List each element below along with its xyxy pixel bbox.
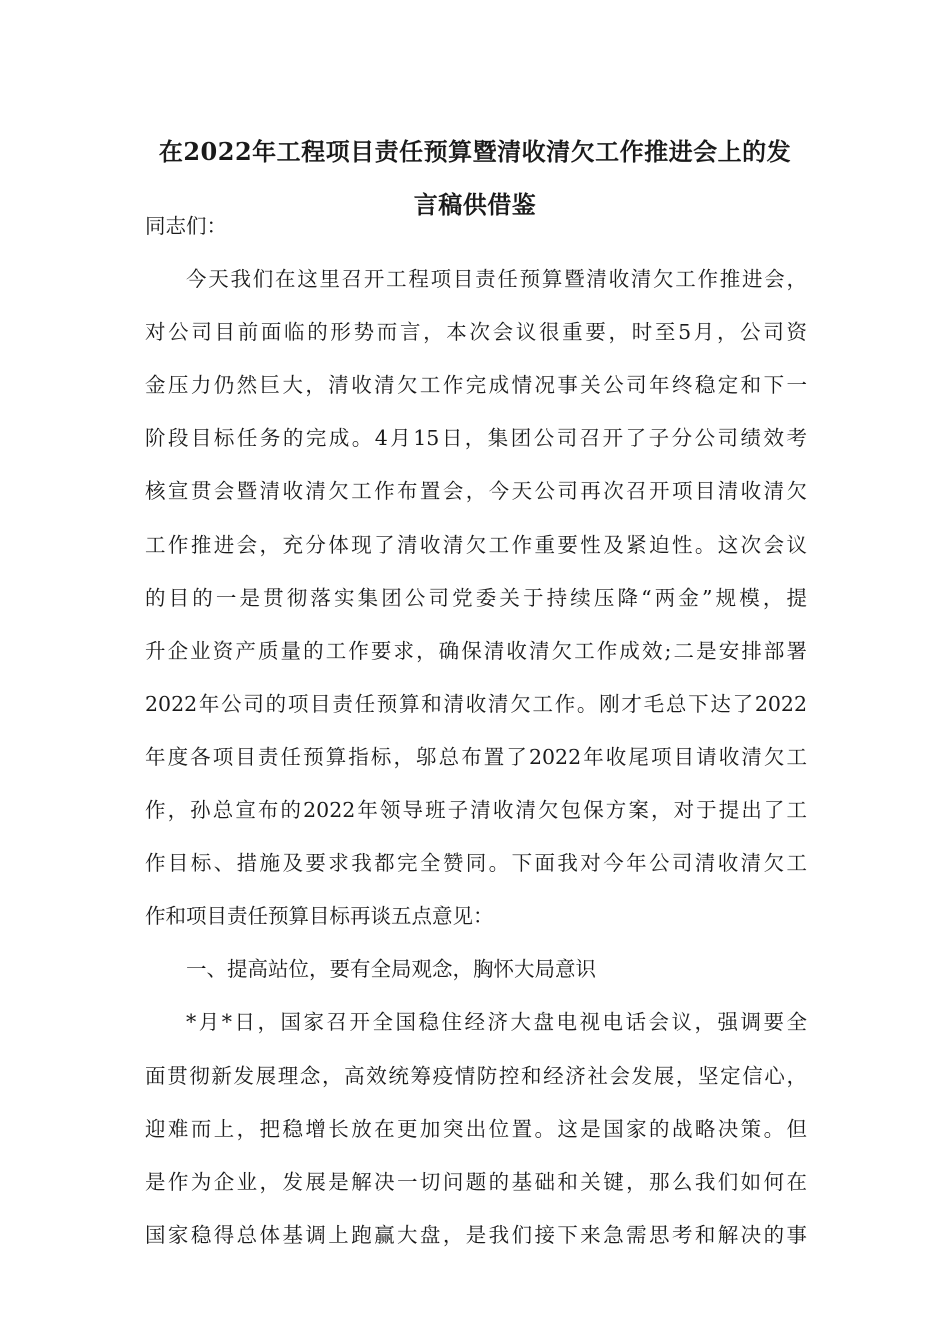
body-line: 今天我们在这里召开工程项目责任预算暨清收清欠工作推进会， xyxy=(186,267,807,292)
body-line: 2022年公司的项目责任预算和清收清欠工作。刚才毛总下达了2022 xyxy=(145,691,807,716)
body-line: 对公司目前面临的形势而言，本次会议很重要，时至5月，公司资 xyxy=(145,320,807,345)
body-line: *月*日，国家召开全国稳住经济大盘电视电话会议，强调要全 xyxy=(186,1010,807,1035)
title-line-1: 在2022年工程项目责任预算暨清收清欠工作推进会上的发 xyxy=(158,137,792,166)
body-line: 金压力仍然巨大，清收清欠工作完成情况事关公司年终稳定和下一 xyxy=(145,373,807,398)
body-line: 一、提高站位，要有全局观念，胸怀大局意识 xyxy=(186,957,596,982)
body-line: 升企业资产质量的工作要求，确保清收清欠工作成效;二是安排部署 xyxy=(145,638,807,663)
body-line: 国家稳得总体基调上跑赢大盘，是我们接下来急需思考和解决的事 xyxy=(145,1222,807,1247)
body-line: 作目标、措施及要求我都完全赞同。下面我对今年公司清收清欠工 xyxy=(145,851,807,876)
body-line: 作，孙总宣布的2022年领导班子清收清欠包保方案，对于提出了工 xyxy=(145,798,807,823)
body-line: 的目的一是贯彻落实集团公司党委关于持续压降“两金”规模，提 xyxy=(145,585,807,610)
body-line: 面贯彻新发展理念，高效统筹疫情防控和经济社会发展，坚定信心， xyxy=(145,1063,807,1088)
body-line: 迎难而上，把稳增长放在更加突出位置。这是国家的战略决策。但 xyxy=(145,1116,807,1141)
document-body xyxy=(145,200,807,1262)
title-line-2: 言稿供借鉴 xyxy=(413,190,537,220)
body-line: 阶段目标任务的完成。4月15日，集团公司召开了子分公司绩效考 xyxy=(145,426,807,451)
body-line: 同志们： xyxy=(145,214,227,238)
body-line: 作和项目责任预算目标再谈五点意见： xyxy=(145,904,494,929)
body-line: 是作为企业，发展是解决一切问题的基础和关键，那么我们如何在 xyxy=(145,1169,807,1194)
body-line: 核宣贯会暨清收清欠工作布置会，今天公司再次召开项目清收清欠 xyxy=(145,479,807,504)
body-line: 工作推进会，充分体现了清收清欠工作重要性及紧迫性。这次会议 xyxy=(145,532,807,557)
body-line: 年度各项目责任预算指标，邬总布置了2022年收尾项目请收清欠工 xyxy=(145,744,807,769)
